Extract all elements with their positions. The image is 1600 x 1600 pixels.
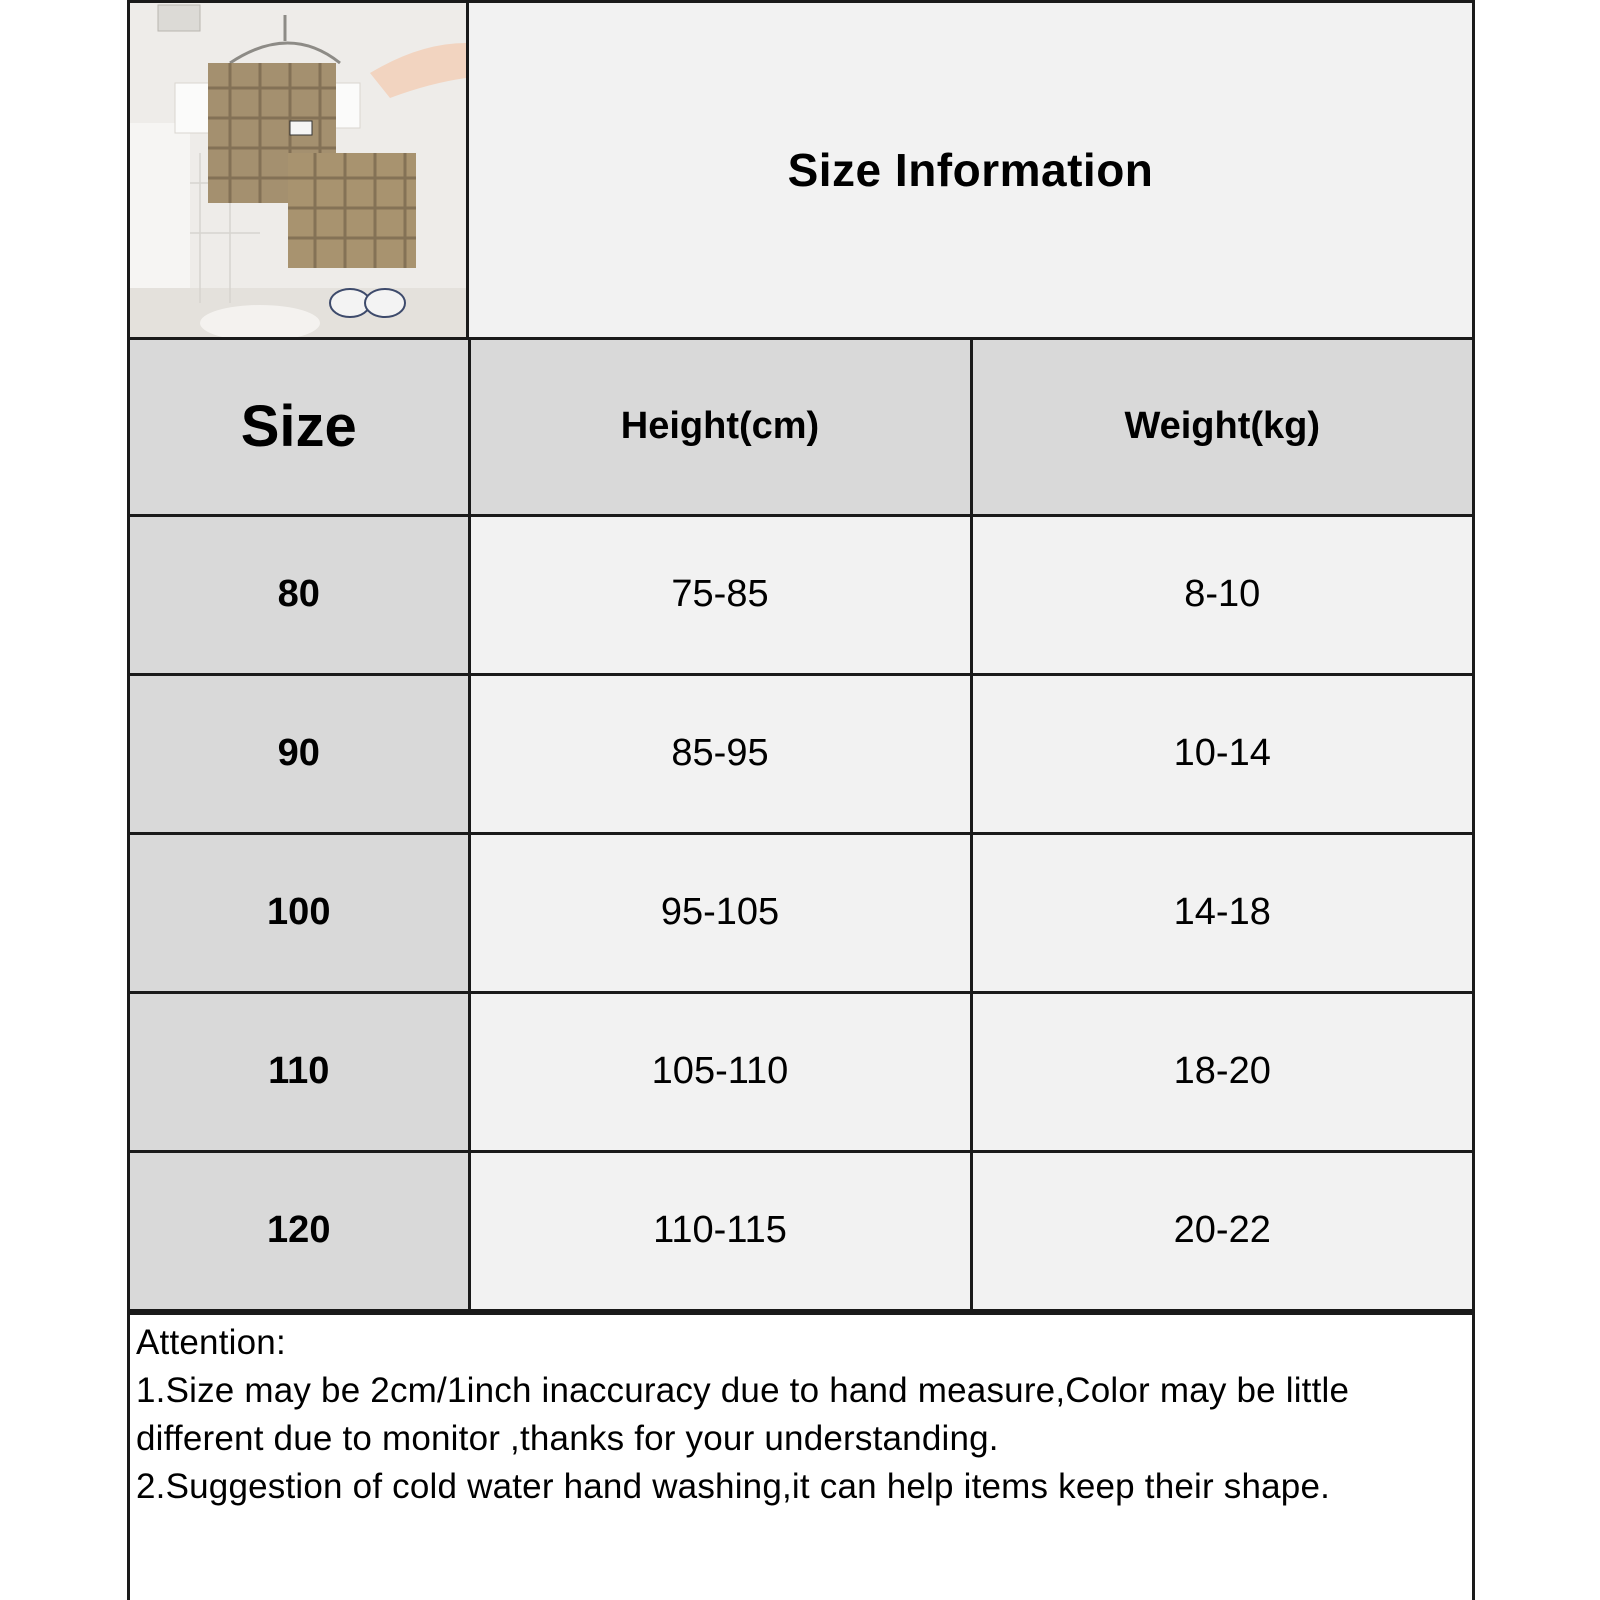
weight-value: 18-20 [971,992,1472,1151]
weight-value: 14-18 [971,833,1472,992]
height-value: 105-110 [469,992,971,1151]
weight-value: 8-10 [971,515,1472,674]
size-value: 100 [130,833,469,992]
table-header-row [130,340,1472,515]
size-table [130,340,1472,1312]
table-row [130,833,1472,992]
height-value: 75-85 [469,515,971,674]
notes-line: 1.Size may be 2cm/1inch inaccuracy due to hand measure,Color may be little [136,1371,1350,1410]
table-row [130,674,1472,833]
table-row [130,515,1472,674]
height-value: 110-115 [469,1151,971,1310]
size-value: 120 [130,1151,469,1310]
header-height: Height(cm) [469,340,971,515]
weight-value: 10-14 [971,674,1472,833]
size-value: 110 [130,992,469,1151]
notes-heading: Attention: [136,1323,286,1362]
size-value: 80 [130,515,469,674]
size-chart-sheet [127,0,1475,1600]
height-value: 85-95 [469,674,971,833]
title-cell [469,3,1472,337]
size-value: 90 [130,674,469,833]
header-weight: Weight(kg) [971,340,1472,515]
header-row [130,0,1472,340]
attention-notes [130,1312,1472,1600]
product-photo [130,3,469,337]
product-photo-illustration [130,3,466,337]
notes-line: 2.Suggestion of cold water hand washing,it can help items keep their shape. [136,1467,1331,1506]
notes-line: different due to monitor ,thanks for your understanding. [136,1419,999,1458]
header-size: Size [130,340,469,515]
page-title: Size Information [787,144,1154,196]
height-value: 95-105 [469,833,971,992]
table-row [130,1151,1472,1310]
table-row [130,992,1472,1151]
weight-value: 20-22 [971,1151,1472,1310]
